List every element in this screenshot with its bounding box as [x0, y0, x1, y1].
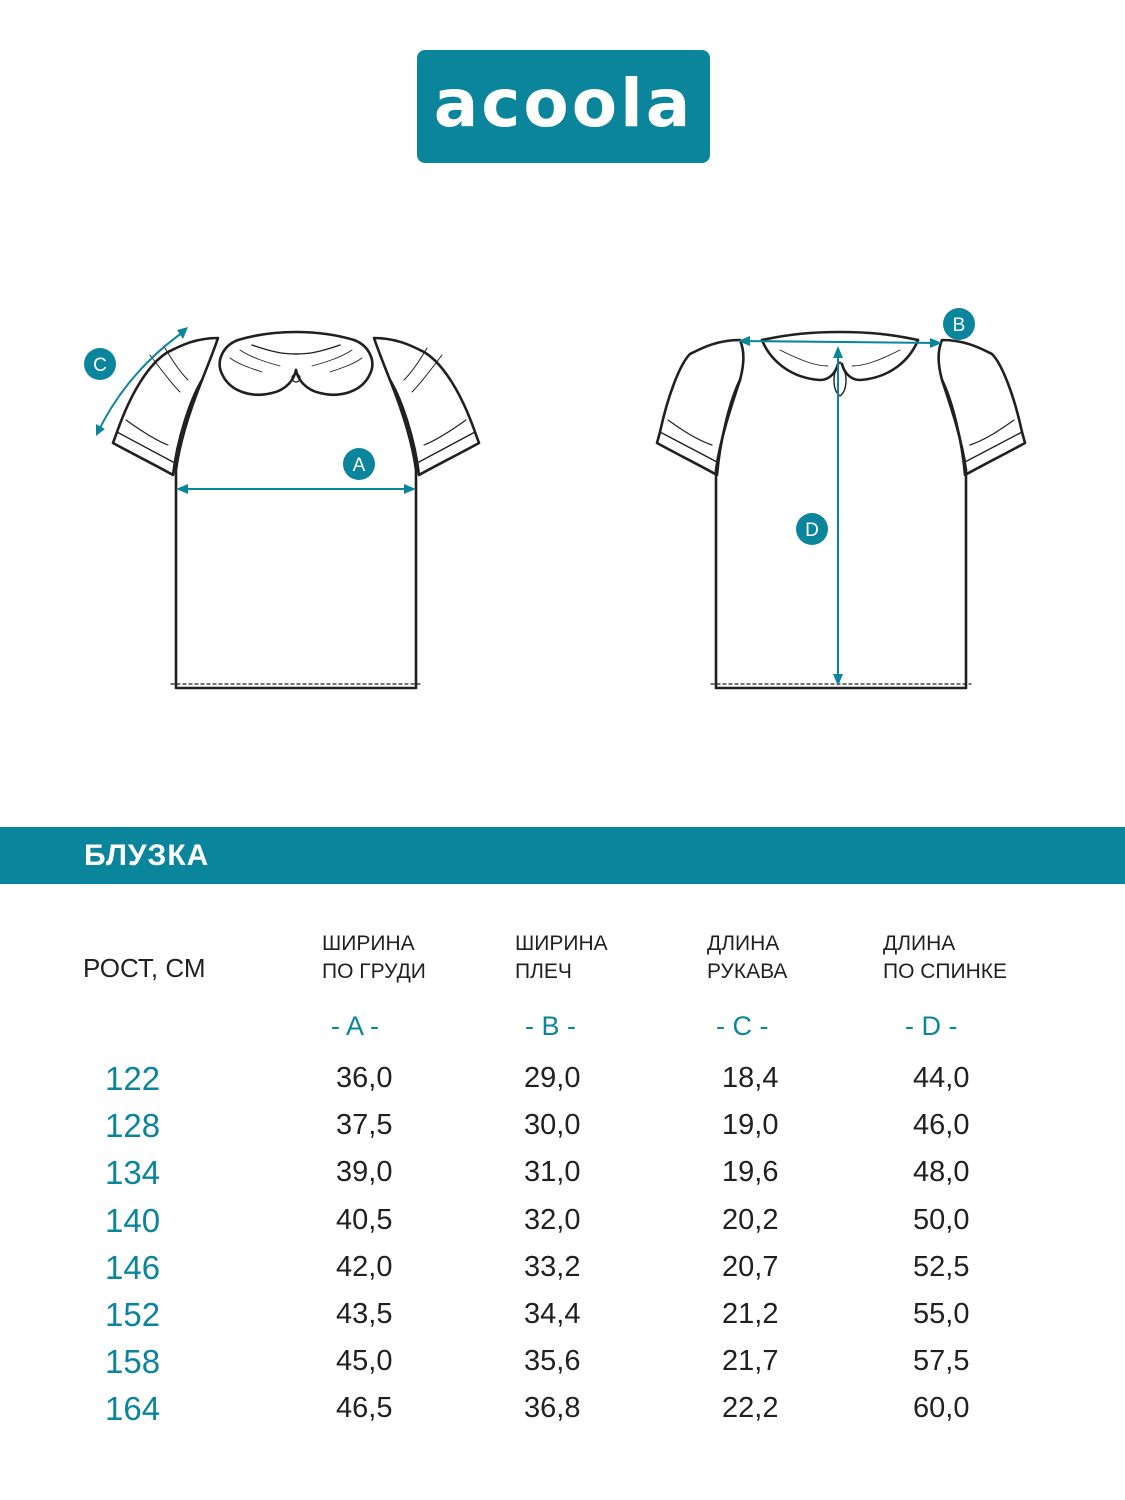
measurement-cell: 48,0 — [913, 1156, 970, 1189]
height-value: 152 — [105, 1296, 161, 1333]
measurement-cell: 40,5 — [336, 1203, 393, 1236]
measurement-cell: 22,2 — [722, 1392, 779, 1425]
marker-a-label: A — [352, 455, 366, 476]
column-header-line: ПЛЕЧ — [515, 960, 572, 983]
height-value: 146 — [105, 1248, 161, 1286]
measurement-cell: 35,6 — [524, 1345, 581, 1378]
product-title-bar — [0, 827, 1125, 884]
column-header-sleeve — [707, 930, 787, 986]
measurement-cell: 34,4 — [524, 1298, 581, 1330]
height-value: 164 — [105, 1390, 161, 1428]
column-header-line: ПО ГРУДИ — [322, 960, 426, 983]
back-view-sketch — [657, 332, 1025, 688]
measurement-cell: 36,8 — [524, 1392, 581, 1425]
measurement-cell: 46,0 — [913, 1109, 970, 1142]
column-header-line: ШИРИНА — [322, 932, 415, 955]
measurement-cell: 37,5 — [336, 1109, 393, 1142]
column-header-back-length — [883, 930, 1007, 986]
measurement-cell: 60,0 — [913, 1392, 970, 1425]
measurement-cell: 44,0 — [913, 1062, 970, 1094]
measurement-cell: 57,5 — [913, 1345, 970, 1378]
measurement-cell: 55,0 — [913, 1298, 970, 1330]
measurement-cell: 50,0 — [913, 1203, 970, 1236]
column-header-line: РУКАВА — [707, 960, 788, 983]
height-value: 158 — [105, 1343, 161, 1381]
front-view-sketch — [113, 332, 479, 688]
measurement-cell: 21,7 — [722, 1345, 779, 1378]
measurement-cell: 32,0 — [524, 1203, 581, 1236]
column-header-line: ШИРИНА — [515, 932, 608, 955]
measurement-cell: 19,0 — [722, 1109, 779, 1142]
measurement-cell: 45,0 — [336, 1345, 393, 1378]
column-code-d: - D - — [905, 1011, 958, 1041]
measurement-cell: 19,6 — [722, 1156, 779, 1189]
measurement-cell: 36,0 — [336, 1062, 393, 1094]
marker-c-label: C — [93, 355, 107, 376]
measurement-cell: 31,0 — [524, 1156, 581, 1189]
measurement-cell: 46,5 — [336, 1392, 393, 1425]
brand-logo-text: acoola — [433, 64, 694, 142]
height-value: 122 — [105, 1060, 161, 1097]
column-code-b: - B - — [525, 1011, 576, 1041]
column-header-chest — [322, 930, 426, 986]
measurement-cell: 52,5 — [913, 1250, 970, 1283]
height-value: 140 — [105, 1201, 161, 1239]
measurement-cell: 39,0 — [336, 1156, 393, 1189]
measurement-cell: 29,0 — [524, 1062, 581, 1094]
height-value: 134 — [105, 1154, 161, 1192]
measurement-cell: 33,2 — [524, 1250, 581, 1283]
column-header-shoulders — [515, 930, 608, 986]
measurement-cell: 43,5 — [336, 1298, 393, 1330]
product-title: БЛУЗКА — [84, 839, 210, 872]
measurement-cell: 20,7 — [722, 1250, 779, 1283]
measurement-cell: 21,2 — [722, 1298, 779, 1330]
column-code-c: - C - — [716, 1011, 769, 1041]
column-header-line: ДЛИНА — [883, 932, 956, 955]
height-value: 128 — [105, 1107, 161, 1145]
column-header-line: ПО СПИНКЕ — [883, 960, 1008, 983]
measurement-cell: 20,2 — [722, 1203, 779, 1236]
marker-b-label: B — [952, 315, 966, 336]
measurement-cell: 18,4 — [722, 1062, 779, 1094]
column-header-line: ДЛИНА — [707, 932, 780, 955]
column-code-a: - A - — [331, 1011, 380, 1041]
measurement-cell: 42,0 — [336, 1250, 393, 1283]
marker-d-label: D — [805, 520, 819, 541]
height-column-header: РОСТ, СМ — [83, 953, 206, 983]
measurement-cell: 30,0 — [524, 1109, 581, 1142]
